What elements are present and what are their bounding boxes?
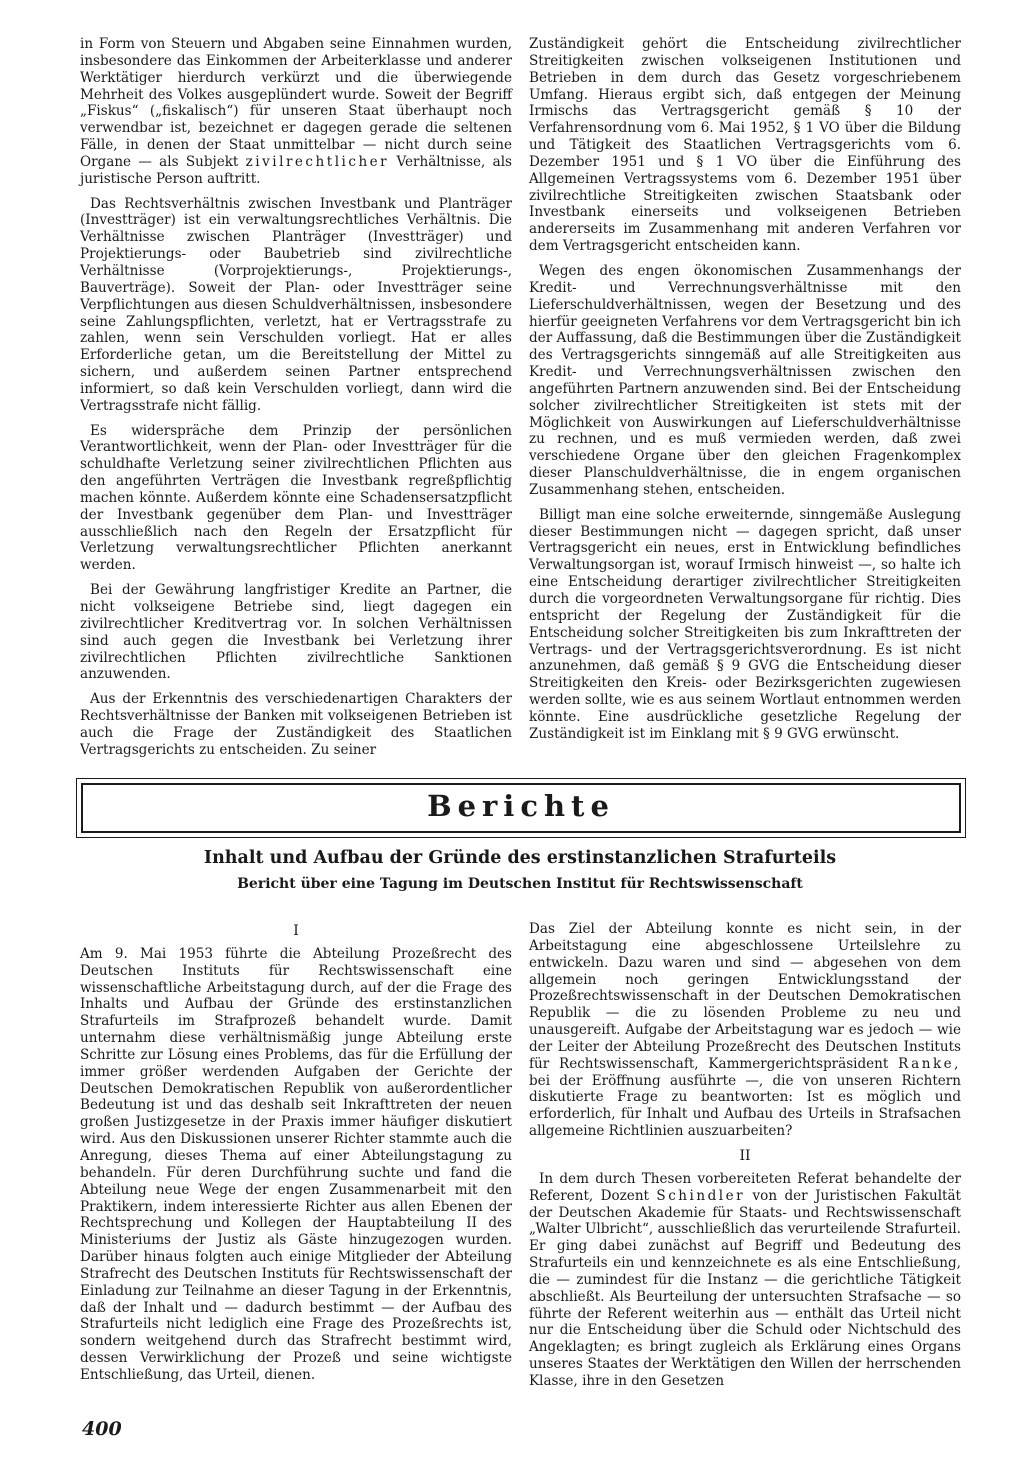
paragraph: Billigt man eine solche erweiternde, sinngemäße Auslegung dieser Bestimmungen nicht — dagegen spricht, daß unser Vertragsgericht ein neues, erst in Entwicklung befindliches Verwaltungsorgan ist, worauf Irmisch hinweist —, so halte ich eine Entscheidung derartiger zivilrechtlicher Streitigkeiten durch die vorgeordneten Verwaltungsorgane für richtig. Dies entspricht der Regelung der Zuständigkeit für die Entscheidung solcher Streitigkeiten bis zum Inkrafttreten der Vertrags- und der Vertragsgerichtsverordnung. Es ist nicht anzunehmen, daß gemäß § 9 GVG die Entscheidung dieser Streitigkeiten den Kreis- oder Bezirksgerichten zugewiesen werden sollte, wie es aus seinem Wortlaut entnommen werden könnte. Eine ausdrückliche gesetzliche Regelung der Zuständigkeit ist im Einklang mit § 9 GVG erwünscht. xyxy=(529,506,961,742)
section-number: II xyxy=(739,1147,751,1164)
paragraph-text: Verhältnisse, als juristische Person auftritt. xyxy=(80,153,512,187)
paragraph-text: In dem durch Thesen vorbereiteten Referat behandelte der Referent, Dozent xyxy=(529,1170,961,1204)
article-subtitle: Bericht über eine Tagung im Deutschen Institut für Rechtswissenschaft xyxy=(237,876,803,892)
emphasized-term: zivilrechtlicher xyxy=(245,153,390,170)
bottom-right-column xyxy=(529,921,961,1398)
paragraph-text: bei der Eröffnung ausführte —, die von unseren Richtern diskutierte Frage zu beantworten: Ist es möglich und erforderlich, für Inhalt und Aufbau des Urteils in Strafsachen allgemeine Richtlinien auszuarbeiten? xyxy=(529,1072,961,1140)
person-name: Schindler xyxy=(656,1187,746,1204)
paragraph: Aus der Erkenntnis des verschiedenartigen Charakters der Rechtsverhältnisse der Banken mit volkseigenen Betrieben ist auch die Frage der Zuständigkeit des Staatlichen Vertragsgerichts zu entscheiden. Zu seiner xyxy=(80,691,512,758)
paragraph: Es widerspräche dem Prinzip der persönlichen Verantwortlichkeit, wenn der Plan- oder Investträger für die schuldhafte Verletzung seiner zivilrechtlichen Pflichten aus den angeführten Verträgen die Investbank regreßpflichtig machen könnte. Außerdem könnte eine Schadensersatzpflicht der Investbank gegenüber dem Plan- und Investträger ausschließlich nach den Regeln der Ersatzpflicht für Verletzung verwaltungsrechtlicher Pflichten anerkannt werden. xyxy=(80,422,512,574)
paragraph xyxy=(80,36,512,188)
section-number: I xyxy=(293,923,299,939)
paragraph-text: Das Ziel der Abteilung konnte es nicht sein, in der Arbeitstagung eine abgeschlossene Urteilslehre zu entwickeln. Dazu waren und sind — abgesehen von dem allgemein noch geringen Entwicklungsstand der Prozeßrechtswissenschaft in der Deutschen Demokratischen Republik — die zu lösenden Probleme zu neu und unausgereift. Aufgabe der Arbeitstagung war es jedoch — wie der Leiter der Abteilung Prozeßrecht des Deutschen Instituts für Rechtswissenschaft, Kammergerichtspräsident xyxy=(529,921,961,1072)
bottom-left-column xyxy=(80,921,512,1392)
paragraph: Am 9. Mai 1953 führte die Abteilung Prozeßrecht des Deutschen Instituts für Rechtswissenschaft eine wissenschaftliche Arbeitstagung durch, auf der die Frage des Inhalts und Aufbau der Gründe des erstinstanzlichen Strafurteils im Strafprozeß behandelt wurde. Damit unternahm diese verhältnismäßig junge Abteilung erste Schritte zur Lösung eines Problems, das für die Erfüllung der immer größer werdenden Aufgaben der Gerichte der Deutschen Demokratischen Republik von außerordentlicher Bedeutung ist und das deshalb seit Inkrafttreten der neuen großen Justizgesetze in der Praxis immer häufiger diskutiert wird. Aus den Diskussionen unserer Richter stammte auch die Anregung, dieses Thema auf einer Abteilungstagung zu behandeln. Für deren Durchführung suchte und fand die Abteilung neue Wege der engen Zusammenarbeit mit den Praktikern, indem interessierte Richter aus allen Ebenen der Rechtsprechung und Kollegen der Hauptabteilung II des Ministeriums der Justiz als Gäste hinzugezogen wurden. Darüber hinaus folgten auch einige Mitglieder der Abteilung Strafrecht des Deutschen Instituts für Rechtswissenschaft der Einladung zur Teilnahme an dieser Tagung in der Erkenntnis, daß der Inhalt und — dadurch bestimmt — der Aufbau des Strafurteils nicht lediglich eine Frage des Prozeßrechts ist, sondern weitgehend durch das Strafrecht bestimmt wird, dessen Verwirklichung der Prozeß und seine wichtigste Entschließung, das Urteil, dienen. xyxy=(80,945,512,1383)
article-title: Inhalt und Aufbau der Gründe des erstinstanzlichen Strafurteils xyxy=(203,848,837,868)
paragraph xyxy=(529,921,961,1140)
page-number: 400 xyxy=(82,1418,122,1440)
section-heading: Berichte xyxy=(427,789,615,823)
paragraph-text: in Form von Steuern und Abgaben seine Einnahmen wurden, insbesondere das Einkommen der Arbeiterklasse und anderer Werktätiger hierdurch verkürzt und die überwiegende Mehrheit des Volkes ausgeplündert wurde. Soweit der Begriff „Fiskus“ („fiskalisch“) für unseren Staat überhaupt noch verwendbar ist, bezeichnet er dagegen gerade die seltenen Fälle, in denen der Staat unmittelbar — nicht durch seine Organe — als Subjekt xyxy=(80,36,512,170)
top-right-column xyxy=(529,36,961,751)
paragraph: Das Rechtsverhältnis zwischen Investbank und Planträger (Investträger) ist ein verwaltungsrechtliches Verhältnis. Die Verhältnisse zwischen Planträger (Investträger) und Projektierungs- oder Baubetrieb sind zivilrechtliche Verhältnisse (Vorprojektierungs-, Projektierungs-, Bauverträge). Soweit der Plan- oder Investträger seine Verpflichtungen aus diesen Schuldverhältnissen, insbesondere seine Zahlungspflichten, verletzt, hat er Vertragsstrafe zu zahlen, wenn sein Verschulden vorliegt. Hat er alles Erforderliche getan, um die Bereitstellung der Mittel zu sichern, und außerdem seinen Partner entsprechend informiert, so daß kein Verschulden vorliegt, dann wird die Vertragsstrafe nicht fällig. xyxy=(80,195,512,414)
paragraph: Zuständigkeit gehört die Entscheidung zivilrechtlicher Streitigkeiten zwischen volkseigenen Institutionen und Betrieben in dem durch das Gesetz vorgeschriebenem Umfang. Hieraus ergibt sich, daß entgegen der Meinung Irmischs das Vertragsgericht gemäß § 10 der Verfahrensordnung vom 6. Mai 1952, § 1 VO über die Bildung und Tätigkeit des Staatlichen Vertragsgerichts vom 6. Dezember 1951 und § 1 VO über die Einführung des Allgemeinen Vertragssystems vom 6. Dezember 1951 über zivilrechtliche Streitigkeiten zwischen Staatsbank oder Investbank einerseits und volkseigenen Betrieben andererseits im Zusammenhang mit anderen Verfahren vor dem Vertragsgericht entscheiden kann. xyxy=(529,36,961,255)
section-heading-box xyxy=(81,783,961,833)
paragraph-text: von der Juristischen Fakultät der Deutschen Akademie für Staats- und Rechtswissenschaft „Walter Ulbricht“, ausschließlich das verurteilende Strafurteil. Er ging dabei zunächst auf Begriff und Bedeutung des Strafurteils ein und kennzeichnete es als eine Entschließung, die — zumindest für die Instanz — die gerichtliche Tätigkeit abschließt. Als Beurteilung der untersuchten Strafsache — so führte der Referent weiterhin aus — enthält das Urteil nicht nur die Entscheidung über die Schuld oder Nichtschuld des Angeklagten; es bringt zugleich als Erklärung eines Organs unseres Staates der Werktätigen den Willen der herrschenden Klasse, ihre in den Gesetzen xyxy=(529,1187,961,1389)
paragraph: Wegen des engen ökonomischen Zusammenhangs der Kredit- und Verrechnungsverhältnisse mit den Lieferschuldverhältnissen, wegen der Besetzung und des hierfür geeigneten Verfahrens vor dem Vertragsgericht bin ich der Auffassung, daß die Bestimmungen über die Zuständigkeit des Vertragsgerichts sinngemäß auf alle Streitigkeiten aus Kredit- und Verrechnungsverhältnissen zwischen den angeführten Partnern anzuwenden sind. Bei der Entscheidung solcher zivilrechtlicher Streitigkeiten ist stets mit der Möglichkeit von Auswirkungen auf Lieferschuldverhältnisse zu rechnen, und es muß vermieden werden, daß zwei verschiedene Organe über den gleichen Fragenkomplex dieser Planschuldverhältnisse, die in engem organischen Zusammenhang stehen, entscheiden. xyxy=(529,262,961,498)
paragraph: Bei der Gewährung langfristiger Kredite an Partner, die nicht volkseigene Betriebe sind, liegt dagegen ein zivilrechtlicher Kreditvertrag vor. In solchen Verhältnissen sind auch gegen die Investbank bei Verletzung ihrer zivilrechtlichen Pflichten zivilrechtliche Sanktionen anzuwenden. xyxy=(80,582,512,683)
paragraph xyxy=(529,1171,961,1390)
top-left-column xyxy=(80,36,512,767)
person-name: Ranke, xyxy=(898,1055,961,1072)
